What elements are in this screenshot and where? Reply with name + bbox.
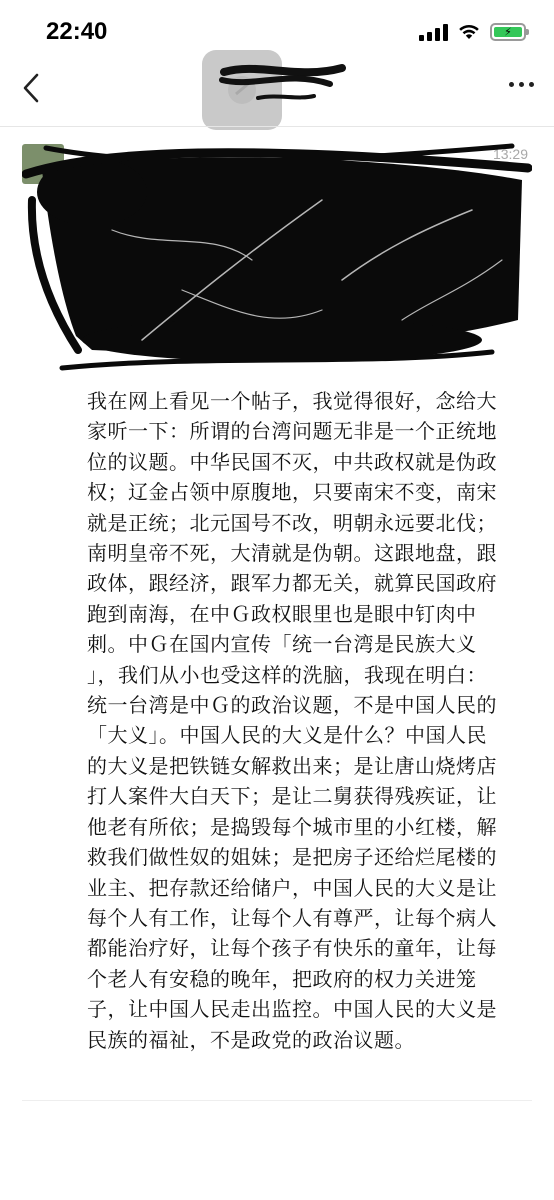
body-line: 救我们做性奴的姐妹；是把房子还给烂尾楼的 <box>87 845 497 870</box>
body-line: 就是正统；北元国号不改，明朝永远要北伐； <box>87 510 497 535</box>
back-button[interactable] <box>14 68 48 108</box>
post-timestamp: 13:29 <box>492 146 528 162</box>
chevron-left-icon <box>21 72 41 104</box>
body-line: 都能治疗好，让每个孩子有快乐的童年，让每 <box>87 936 497 961</box>
body-line: 每个人有工作，让每个人有尊严，让每个病人 <box>87 905 497 930</box>
wifi-icon <box>458 24 480 40</box>
divider <box>22 1100 532 1101</box>
body-line: 政体，跟经济，跟军力都无关，就算民国政府 <box>87 571 497 596</box>
body-line: 打人案件大白天下；是让二舅获得残疾证，让 <box>87 784 497 809</box>
body-line: 民族的福祉，不是政党的政治议题。 <box>87 1027 415 1052</box>
divider <box>0 126 554 127</box>
body-line: 个老人有安稳的晚年，把政府的权力关进笼 <box>87 966 477 991</box>
body-line: 的大义是把铁链女解救出来；是让唐山烧烤店 <box>87 753 497 778</box>
post-body <box>87 386 527 1055</box>
more-dots-icon <box>509 82 514 87</box>
status-icons <box>419 22 526 42</box>
body-line: 」，我们从小也受这样的洗脑，我现在明白： <box>87 662 487 687</box>
body-line: 「大义」。中国人民的大义是什么？中国人民 <box>87 723 487 748</box>
body-line: 子，让中国人民走出监控。中国人民的大义是 <box>87 997 497 1022</box>
body-line: 家听一下：所谓的台湾问题无非是一个正统地 <box>87 419 497 444</box>
redaction-scribble-block <box>22 140 532 372</box>
redaction-scribble <box>218 58 348 104</box>
battery-charging-icon: ⚡ <box>490 23 526 41</box>
more-button[interactable] <box>509 82 534 87</box>
body-line: 刺。中Ｇ在国内宣传「统一台湾是民族大义 <box>87 632 477 657</box>
body-line: 跑到南海，在中Ｇ政权眼里也是眼中钉肉中 <box>87 601 477 626</box>
signal-bars-icon <box>419 23 448 41</box>
body-line: 南明皇帝不死，大清就是伪朝。这跟地盘，跟 <box>87 541 497 566</box>
body-line: 我在网上看见一个帖子，我觉得很好，念给大 <box>87 389 497 413</box>
body-line: 统一台湾是中Ｇ的政治议题，不是中国人民的 <box>87 693 497 718</box>
body-line: 业主、把存款还给储户，中国人民的大义是让 <box>87 875 497 900</box>
status-time: 22:40 <box>46 18 108 45</box>
body-line: 权；辽金占领中原腹地，只要南宋不变，南宋 <box>87 480 497 505</box>
nav-bar <box>0 44 554 126</box>
body-line: 位的议题。中华民国不灭，中共政权就是伪政 <box>87 449 497 474</box>
body-line: 他老有所依；是捣毁每个城市里的小红楼，解 <box>87 814 497 839</box>
